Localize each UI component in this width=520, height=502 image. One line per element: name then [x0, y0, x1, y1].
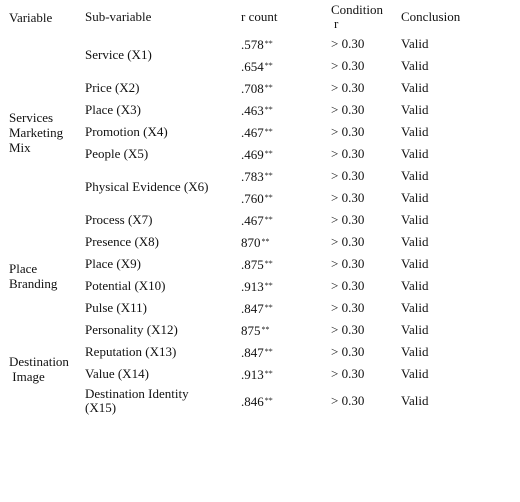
- table-row: [0, 121, 520, 143]
- condition-cell: > 0.30: [331, 190, 365, 205]
- significance-mark: **: [264, 215, 273, 224]
- table-row: [0, 209, 520, 231]
- conclusion-cell: Valid: [401, 146, 429, 161]
- table-row: [0, 253, 520, 275]
- condition-cell: > 0.30: [331, 256, 365, 271]
- r-value: .847: [241, 345, 264, 360]
- significance-mark: **: [264, 396, 273, 405]
- r-value: .463: [241, 103, 264, 118]
- conclusion-cell: Valid: [401, 190, 429, 205]
- condition-cell: > 0.30: [331, 300, 365, 315]
- conclusion-cell: Valid: [401, 393, 429, 408]
- significance-mark: **: [264, 61, 273, 70]
- condition-cell: > 0.30: [331, 278, 365, 293]
- conclusion-cell: Valid: [401, 234, 429, 249]
- sub-variable-line: Destination Identity: [85, 386, 189, 401]
- table-row: [0, 297, 520, 319]
- significance-mark: **: [264, 105, 273, 114]
- r-count-cell: [241, 38, 273, 54]
- conclusion-cell: Valid: [401, 366, 429, 381]
- variable-line: Branding: [9, 276, 58, 291]
- conclusion-cell: Valid: [401, 58, 429, 73]
- sub-variable-reputation: Reputation (X13): [85, 344, 177, 359]
- condition-cell: > 0.30: [331, 36, 365, 51]
- sub-variable-price: Price (X2): [85, 80, 140, 95]
- significance-mark: **: [261, 237, 270, 246]
- significance-mark: **: [264, 149, 273, 158]
- conclusion-cell: Valid: [401, 124, 429, 139]
- r-count-cell: [241, 302, 273, 318]
- r-value: .875: [241, 257, 264, 272]
- r-count-cell: [241, 324, 270, 340]
- header-variable: Variable: [9, 10, 53, 25]
- condition-cell: > 0.30: [331, 146, 365, 161]
- conclusion-cell: Valid: [401, 344, 429, 359]
- r-count-cell: [241, 104, 273, 120]
- condition-cell: > 0.30: [331, 168, 365, 183]
- significance-mark: **: [264, 83, 273, 92]
- header-r-count: r count: [241, 9, 278, 24]
- variable-line: Services: [9, 110, 54, 125]
- significance-mark: **: [264, 369, 273, 378]
- r-value: .654: [241, 59, 264, 74]
- r-value: .847: [241, 301, 264, 316]
- r-value: .469: [241, 147, 264, 162]
- conclusion-cell: Valid: [401, 168, 429, 183]
- sub-variable-potential: Potential (X10): [85, 278, 166, 293]
- significance-mark: **: [264, 303, 273, 312]
- r-value: .783: [241, 169, 264, 184]
- table-row: [0, 231, 520, 253]
- sub-variable-people: People (X5): [85, 146, 149, 161]
- r-count-cell: [241, 170, 273, 186]
- r-count-cell: [241, 395, 273, 411]
- r-value: 870: [241, 235, 261, 250]
- table-row: [0, 165, 520, 187]
- variable-line: Marketing: [9, 125, 64, 140]
- sub-variable-value: Value (X14): [85, 366, 149, 381]
- r-value: 875: [241, 323, 261, 338]
- condition-cell: > 0.30: [331, 212, 365, 227]
- r-value: .708: [241, 81, 264, 96]
- r-value: .578: [241, 37, 264, 52]
- conclusion-cell: Valid: [401, 36, 429, 51]
- conclusion-cell: Valid: [401, 278, 429, 293]
- conclusion-cell: Valid: [401, 80, 429, 95]
- r-count-cell: [241, 192, 273, 208]
- r-count-cell: [241, 60, 273, 76]
- condition-cell: > 0.30: [331, 366, 365, 381]
- significance-mark: **: [264, 127, 273, 136]
- conclusion-cell: Valid: [401, 300, 429, 315]
- condition-cell: > 0.30: [331, 102, 365, 117]
- sub-variable-place-x9: Place (X9): [85, 256, 141, 271]
- significance-mark: **: [264, 171, 273, 180]
- significance-mark: **: [264, 259, 273, 268]
- r-count-cell: [241, 368, 273, 384]
- r-value: .913: [241, 279, 264, 294]
- header-condition-line2: r: [334, 16, 339, 31]
- variable-line: Mix: [9, 140, 31, 155]
- table-row: [0, 341, 520, 363]
- condition-cell: > 0.30: [331, 322, 365, 337]
- header-condition-line1: Condition: [331, 2, 384, 17]
- r-count-cell: [241, 346, 273, 362]
- significance-mark: **: [264, 347, 273, 356]
- table-row: [0, 143, 520, 165]
- table-row: [0, 187, 520, 209]
- variable-line: Destination: [9, 354, 69, 369]
- sub-variable-place: Place (X3): [85, 102, 141, 117]
- sub-variable-line: (X15): [85, 400, 117, 415]
- r-value: .467: [241, 125, 264, 140]
- r-count-cell: [241, 126, 273, 142]
- r-count-cell: [241, 280, 273, 296]
- r-count-cell: [241, 82, 273, 98]
- table-row: [0, 319, 520, 341]
- header-sub-variable: Sub-variable: [85, 9, 152, 24]
- table-row: [0, 77, 520, 99]
- r-value: .846: [241, 394, 264, 409]
- significance-mark: **: [264, 281, 273, 290]
- r-count-cell: [241, 258, 273, 274]
- r-value: .913: [241, 367, 264, 382]
- sub-variable-presence: Presence (X8): [85, 234, 159, 249]
- header-conclusion: Conclusion: [401, 9, 461, 24]
- table-row: [0, 363, 520, 385]
- sub-variable-personality: Personality (X12): [85, 322, 178, 337]
- sub-variable-process: Process (X7): [85, 212, 153, 227]
- sub-variable-service: Service (X1): [85, 47, 152, 62]
- r-count-cell: [241, 214, 273, 230]
- header-condition: [331, 3, 383, 31]
- r-count-cell: [241, 236, 270, 252]
- significance-mark: **: [261, 325, 270, 334]
- condition-cell: > 0.30: [331, 393, 365, 408]
- condition-cell: > 0.30: [331, 80, 365, 95]
- table-row: [0, 33, 520, 55]
- r-count-cell: [241, 148, 273, 164]
- condition-cell: > 0.30: [331, 124, 365, 139]
- variable-line: Place: [9, 261, 38, 276]
- r-value: .760: [241, 191, 264, 206]
- conclusion-cell: Valid: [401, 256, 429, 271]
- table-row: [0, 390, 520, 412]
- table-row: [0, 99, 520, 121]
- r-value: .467: [241, 213, 264, 228]
- sub-variable-physical-evidence: Physical Evidence (X6): [85, 179, 209, 194]
- condition-cell: > 0.30: [331, 344, 365, 359]
- table-row: [0, 275, 520, 297]
- sub-variable-promotion: Promotion (X4): [85, 124, 168, 139]
- condition-cell: > 0.30: [331, 58, 365, 73]
- conclusion-cell: Valid: [401, 102, 429, 117]
- significance-mark: **: [264, 39, 273, 48]
- condition-cell: > 0.30: [331, 234, 365, 249]
- conclusion-cell: Valid: [401, 322, 429, 337]
- conclusion-cell: Valid: [401, 212, 429, 227]
- table-row: [0, 55, 520, 77]
- sub-variable-pulse: Pulse (X11): [85, 300, 147, 315]
- variable-line: Image: [9, 369, 45, 384]
- significance-mark: **: [264, 193, 273, 202]
